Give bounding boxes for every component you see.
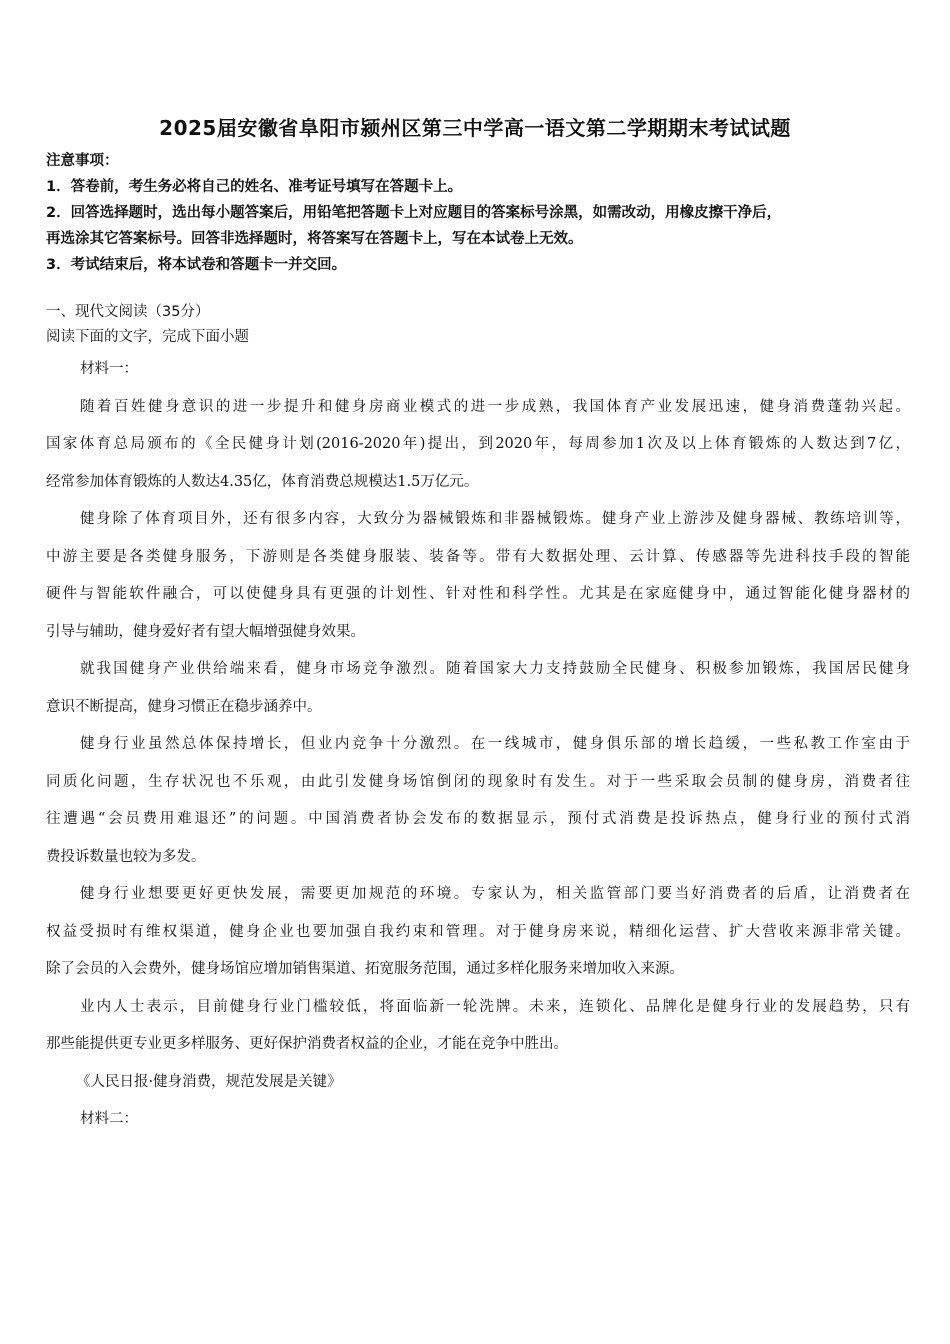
- notice-line: 2．回答选择题时，选出每小题答案后，用铅笔把答题卡上对应题目的答案标号涂黑，如需改动，用橡皮擦干净后，: [46, 205, 782, 221]
- notice-heading: 注意事项：: [46, 153, 119, 169]
- source-citation: 《人民日报·健身消费，规范发展是关键》: [76, 1073, 342, 1090]
- passage-line: 除了会员的入会费外，健身场馆应增加销售渠道、拓宽服务范围，通过多样化服务来增加收入来源。: [46, 961, 684, 977]
- reading-instruction: 阅读下面的文字，完成下面小题: [46, 329, 249, 345]
- material-label: 材料一：: [80, 361, 138, 377]
- passage-line: 经常参加体育锻炼的人数达4.35亿，体育消费总规模达1.5万亿元。: [46, 473, 479, 490]
- material-label: 材料二：: [80, 1111, 138, 1127]
- passage-line: 随着百姓健身意识的进一步提升和健身房商业模式的进一步成熟，我国体育产业发展迅速，健身消费蓬勃兴起。: [80, 398, 910, 415]
- notice-line: 3．考试结束后，将本试卷和答题卡一并交回。: [46, 257, 347, 273]
- passage-line: 费投诉数量也较为多发。: [46, 848, 206, 865]
- passage-line: 国家体育总局颁布的《全民健身计划(2016-2020年)提出，到2020年，每周参加1次及以上体育锻炼的人数达到7亿，: [46, 436, 910, 452]
- passage-line: 中游主要是各类健身服务，下游则是各类健身服装、装备等。带有大数据处理、云计算、传感器等先进科技手段的智能: [46, 548, 910, 565]
- passage-line: 权益受损时有维权渠道，健身企业也要加强自我约束和管理。对于健身房来说，精细化运营、扩大营收来源非常关键。: [46, 923, 910, 940]
- passage-line: 同质化问题，生存状况也不乐观，由此引发健身场馆倒闭的现象时有发生。对于一些采取会员制的健身房，消费者往: [46, 773, 910, 790]
- passage-line: 引导与辅助，健身爱好者有望大幅增强健身效果。: [46, 623, 365, 640]
- passage-line: 健身行业想要更好更快发展，需要更加规范的环境。专家认为，相关监管部门要当好消费者的后盾，让消费者在: [80, 886, 910, 902]
- section-heading: 一、现代文阅读（35分）: [46, 304, 210, 320]
- passage-line: 健身除了体育项目外，还有很多内容，大致分为器械锻炼和非器械锻炼。健身产业上游涉及健身器械、教练培训等，: [80, 511, 910, 527]
- passage-line: 往遭遇“会员费用难退还”的问题。中国消费者协会发布的数据显示，预付式消费是投诉热点，健身行业的预付式消: [46, 811, 910, 827]
- passage-line: 那些能提供更专业更多样服务、更好保护消费者权益的企业，才能在竞争中胜出。: [46, 1036, 568, 1052]
- notice-block: [46, 148, 916, 278]
- passage-line: 就我国健身产业供给端来看，健身市场竞争激烈。随着国家大力支持鼓励全民健身、积极参加锻炼，我国居民健身: [80, 661, 910, 677]
- passage-line: 意识不断提高，健身习惯正在稳步涵养中。: [46, 698, 322, 715]
- passage-line: 业内人士表示，目前健身行业门槛较低，将面临新一轮洗牌。未来，连锁化、品牌化是健身行业的发展趋势，只有: [80, 998, 910, 1015]
- reading-passage: [46, 351, 910, 1139]
- notice-line: 1．答卷前，考生务必将自己的姓名、准考证号填写在答题卡上。: [46, 179, 463, 195]
- passage-line: 硬件与智能软件融合，可以使健身具有更强的计划性、针对性和科学性。尤其是在家庭健身中，通过智能化健身器材的: [46, 586, 910, 602]
- page-title: 2025届安徽省阜阳市颍州区第三中学高一语文第二学期期末考试试题: [159, 116, 791, 140]
- passage-line: 健身行业虽然总体保持增长，但业内竞争十分激烈。在一线城市，健身俱乐部的增长趋缓，一些私教工作室由于: [80, 736, 910, 752]
- notice-line: 再选涂其它答案标号。回答非选择题时，将答案写在答题卡上，写在本试卷上无效。: [46, 231, 583, 247]
